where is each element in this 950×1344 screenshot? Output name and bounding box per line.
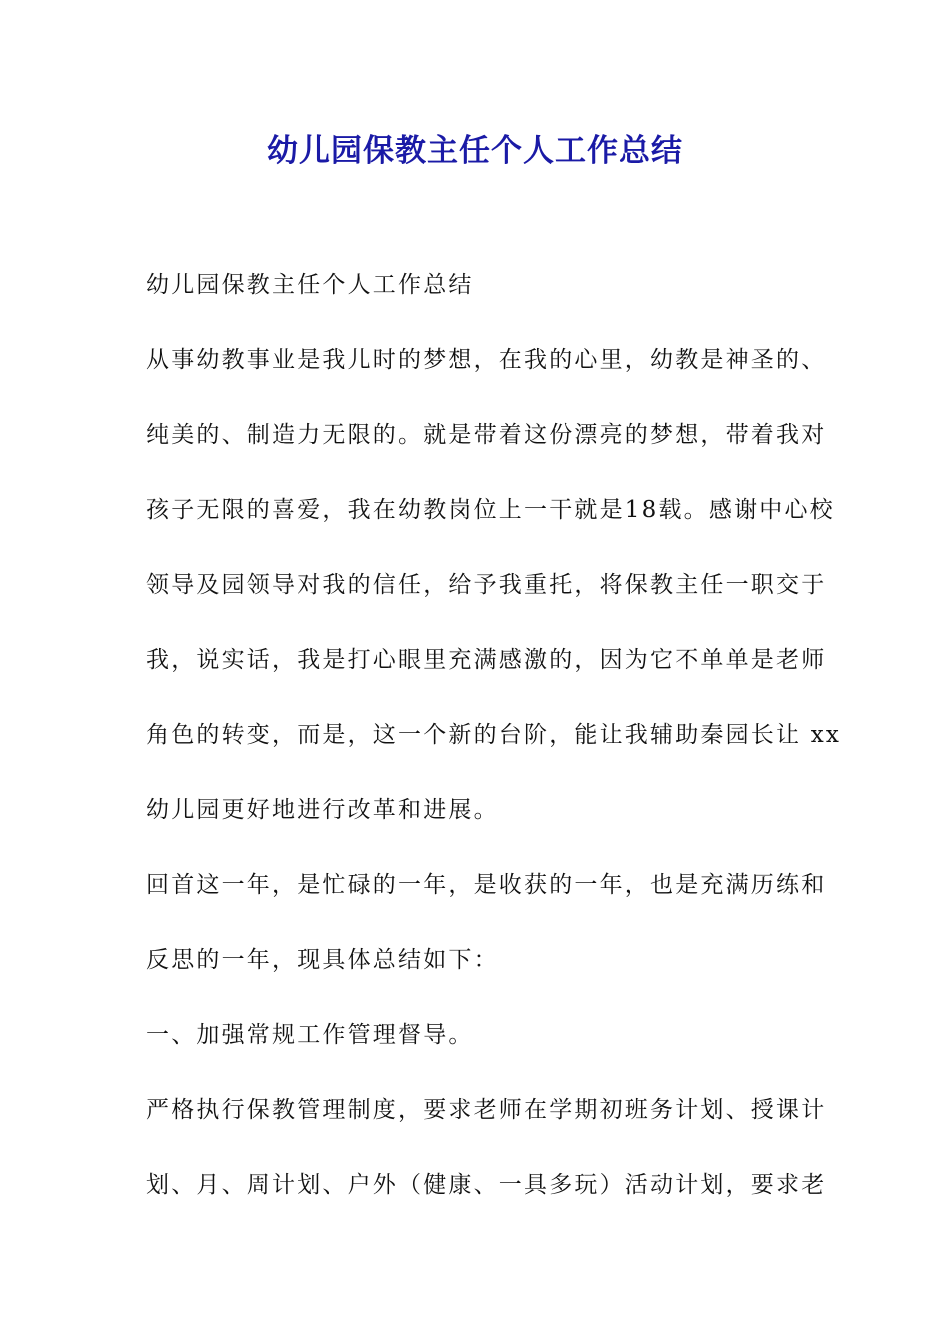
- text-line: 纯美的、制造力无限的。就是带着这份漂亮的梦想，带着我对: [146, 422, 827, 448]
- text-line: 幼儿园更好地进行改革和进展。: [146, 797, 499, 823]
- text-line: 反思的一年，现具体总结如下：: [146, 947, 499, 973]
- text-line: 回首这一年，是忙碌的一年，是收获的一年，也是充满历练和: [146, 872, 827, 898]
- document-title: 幼儿园保教主任个人工作总结: [267, 133, 683, 169]
- text-line: 角色的转变，而是，这一个新的台阶，能让我辅助秦园长让 xx: [146, 722, 842, 748]
- text-line: 我，说实话，我是打心眼里充满感激的，因为它不单单是老师: [146, 647, 827, 673]
- text-line: 一、加强常规工作管理督导。: [146, 1022, 474, 1048]
- text-line: 领导及园领导对我的信任，给予我重托，将保教主任一职交于: [146, 572, 827, 598]
- document-body: [146, 262, 842, 1237]
- text-line: 严格执行保教管理制度，要求老师在学期初班务计划、授课计: [146, 1097, 827, 1123]
- text-line: 从事幼教事业是我儿时的梦想，在我的心里，幼教是神圣的、: [146, 347, 827, 373]
- text-line: 划、月、周计划、户外（健康、一具多玩）活动计划，要求老: [146, 1172, 827, 1198]
- text-line: 幼儿园保教主任个人工作总结: [146, 272, 474, 298]
- text-line: 孩子无限的喜爱，我在幼教岗位上一干就是18载。感谢中心校: [146, 497, 835, 523]
